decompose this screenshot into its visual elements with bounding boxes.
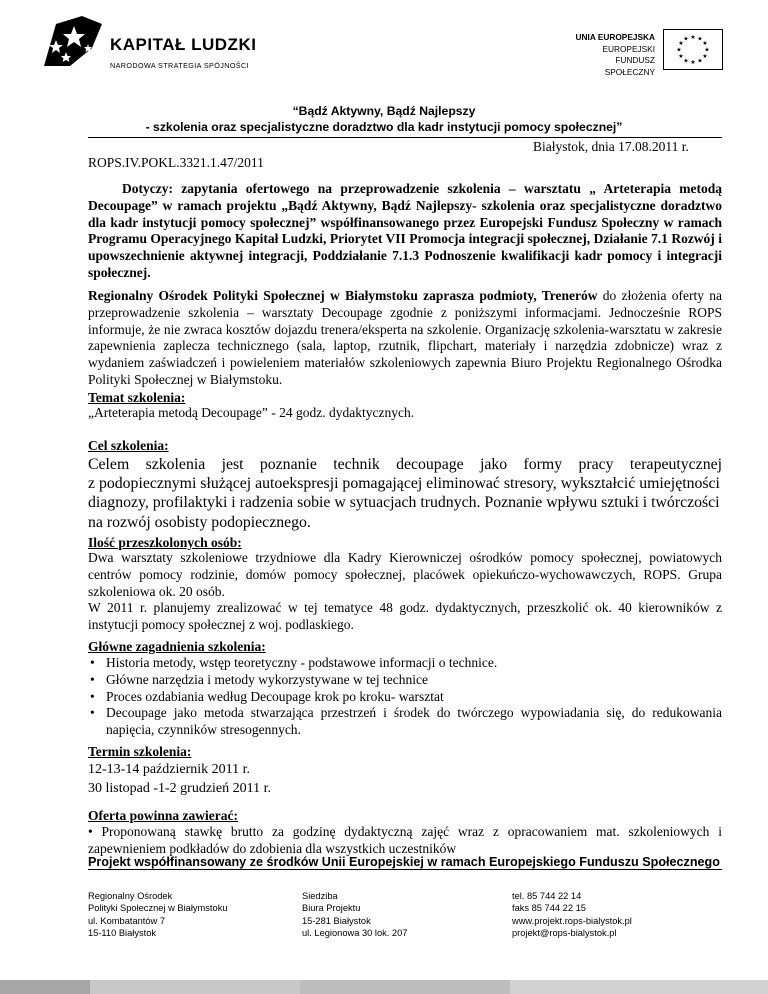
oferta-item-text: Proponowaną stawkę brutto za godzinę dydaktyczną zajęć wraz z opracowaniem mat. szkoleniowych i zapewnieniem podkładów do zdobienia dla wszystkich uczestników xyxy=(88,824,722,856)
footer-divider xyxy=(88,869,722,870)
bottom-color-bar xyxy=(0,980,768,994)
footer-col-contact xyxy=(512,890,632,939)
svg-text:★: ★ xyxy=(678,40,684,47)
cel-line-1: Celem szkolenia jest poznanie technik decoupage jako formy pracy terapeutycznej xyxy=(88,456,722,473)
glowne-list xyxy=(88,655,722,739)
reference-number: ROPS.IV.POKL.3321.1.47/2011 xyxy=(88,155,264,170)
svg-text:★: ★ xyxy=(697,57,703,65)
footer-phone: tel. 85 744 22 14 xyxy=(512,891,582,901)
eu-flag-icon xyxy=(663,29,723,70)
termin-line-1: 12-13-14 październik 2011 r. xyxy=(88,762,250,777)
logo-subtitle: NARODOWA STRATEGIA SPÓJNOŚCI xyxy=(110,61,249,70)
list-item: • Decoupage jako metoda stwarzająca przestrzeń i środek do twórczego wypowiadania się, do redukowania napięcia, czynników stresogennych. xyxy=(88,705,722,739)
footer-line: ul. Legionowa 30 lok. 207 xyxy=(302,927,408,938)
termin-title: Termin szkolenia: xyxy=(88,744,192,759)
ilosc-text-2: W 2011 r. planujemy zrealizować w tej tematyce 48 godz. dydaktycznych, przeszkolić ok. 40 kierowników z instytucji pomocy społecznej z woj. podlaskiego. xyxy=(88,600,722,633)
project-title-line-1: “Bądź Aktywny, Bądź Najlepszy xyxy=(292,104,476,118)
eu-line-2: EUROPEJSKI xyxy=(602,43,655,54)
ilosc-text xyxy=(88,550,722,634)
list-item: • Główne narzędzia i metody wykorzystywane w tej technice xyxy=(88,672,722,689)
ilosc-title: Ilość przeszkolonych osób: xyxy=(88,535,242,550)
footer-col-office xyxy=(302,890,407,939)
footer-line: Polityki Społecznej w Białymstoku xyxy=(88,903,228,914)
footer-email: projekt@rops-bialystok.pl xyxy=(512,927,617,938)
footer-col-rops xyxy=(88,890,228,939)
list-item: • Proces ozdabiania według Decoupage krok po kroku- warsztat xyxy=(88,689,722,706)
termin-dates xyxy=(88,760,271,798)
kapital-ludzki-logo-icon xyxy=(42,14,104,68)
ilosc-text-1: Dwa warsztaty szkoleniowe trzydniowe dla Kadry Kierowniczej ośrodków pomocy społecznej, powiatowych centrów pomocy rodzinie, domów pomocy społecznej, placówek opiekuńczo-wychowawczych, ROPS. Grupa szkoleniowa ok. 20 osób. xyxy=(88,550,722,599)
list-item: • Historia metody, wstęp teoretyczny - podstawowe informacji o technice. xyxy=(88,655,722,672)
place-date: Białystok, dnia 17.08.2011 r. xyxy=(533,139,689,154)
letter-subject: Dotyczy: zapytania ofertowego na przeprowadzenie szkolenia – warsztatu „ Arteterapia metodą Decoupage” w ramach projektu „Bądź Aktywny, Bądź Najlepszy- szkolenia oraz specjalistyczne doradztwo dla kadr instytucji pomocy społecznej” współfinansowanego przez Europejski Fundusz Społeczny w ramach Programu Operacyjnego Kapitał Ludzki, Priorytet VII Promocja integracji społecznej, Działanie 7.1 Rozwój i upowszechnienie aktywnej integracji, Poddziałanie 7.1.3 Podnoszenie kwalifikacji kadr pomocy i integracji społecznej. xyxy=(88,181,722,280)
temat-title: Temat szkolenia: xyxy=(88,390,186,405)
footer-line: Regionalny Ośrodek xyxy=(88,891,173,901)
bullet-icon: • xyxy=(88,824,102,839)
footer-line: 15-281 Białystok xyxy=(302,915,371,926)
intro-rest: do złożenia oferty na przeprowadzenie szkolenia – warsztaty Decoupage zgodnie z poniższymi informacjami. Jednocześnie ROPS informuje, że nie zwraca kosztów dojazdu trenera/eksperta na szkolenie. Organizację szkolenia-warsztatu w zakresie zapewnienia zaplecza technicznego (sala, laptop, rzutnik, flipchart, materiały i narzędzia zdobnicze) wraz z wydaniem zaświadczeń i powieleniem materiałów szkoleniowych zapewnia Biuro Projektu Regionalnego Ośrodka Polityki Społecznej w Białymstoku. xyxy=(88,288,722,387)
project-title-line-2: - szkolenia oraz specjalistyczne doradztwo dla kadr instytucji pomocy społecznej” xyxy=(145,120,623,134)
glowne-title: Główne zagadnienia szkolenia: xyxy=(88,639,266,654)
termin-line-2: 30 listopad -1-2 grudzień 2011 r. xyxy=(88,781,272,796)
eu-label xyxy=(563,32,655,78)
cel-rest: z podopiecznymi służącej autoekspresji pomagającej eliminować stresory, wykształcić umiejętności diagnozy, profilaktyki i radzenia sobie w sytuacjach trudnych. Poznanie wpływu sztuki i twórczości na rozwój osobisty podopiecznego. xyxy=(88,475,720,531)
temat-text: „Arteterapia metodą Decoupage” - 24 godz. dydaktycznych. xyxy=(88,405,415,420)
header-divider xyxy=(88,137,722,138)
eu-line-3: FUNDUSZ SPOŁECZNY xyxy=(604,55,655,77)
svg-text:★: ★ xyxy=(702,53,708,60)
svg-text:★: ★ xyxy=(690,34,696,41)
svg-text:★: ★ xyxy=(704,46,710,54)
svg-text:★: ★ xyxy=(683,57,689,65)
svg-text:★: ★ xyxy=(697,35,703,43)
footer-fax: faks 85 744 22 15 xyxy=(512,903,586,914)
oferta-title: Oferta powinna zawierać: xyxy=(88,808,238,823)
svg-text:★: ★ xyxy=(690,59,696,66)
oferta-item xyxy=(88,824,722,858)
footer-line: Siedziba xyxy=(302,891,338,901)
logo-title: KAPITAŁ LUDZKI xyxy=(110,35,257,54)
svg-text:★: ★ xyxy=(676,46,682,54)
footer-line: ul. Kombatantów 7 xyxy=(88,915,166,926)
footer-website: www.projekt.rops-bialystok.pl xyxy=(512,915,632,926)
footer-line: 15-110 Białystok xyxy=(88,927,157,938)
cel-title: Cel szkolenia: xyxy=(88,438,169,453)
footer-line: Biura Projektu xyxy=(302,903,361,914)
cel-text xyxy=(88,455,722,532)
footer-title: Projekt współfinansowany ze środków Unii Europejskiej w ramach Europejskiego Funduszu Społecznego xyxy=(88,855,720,869)
intro-bold: Regionalny Ośrodek Polityki Społecznej w Białymstoku zaprasza podmioty, Trenerów xyxy=(88,288,598,303)
svg-text:★: ★ xyxy=(678,53,684,60)
intro-paragraph xyxy=(88,288,722,389)
svg-text:★: ★ xyxy=(683,35,689,43)
svg-text:★: ★ xyxy=(702,40,708,47)
eu-line-1: UNIA EUROPEJSKA xyxy=(575,32,655,42)
